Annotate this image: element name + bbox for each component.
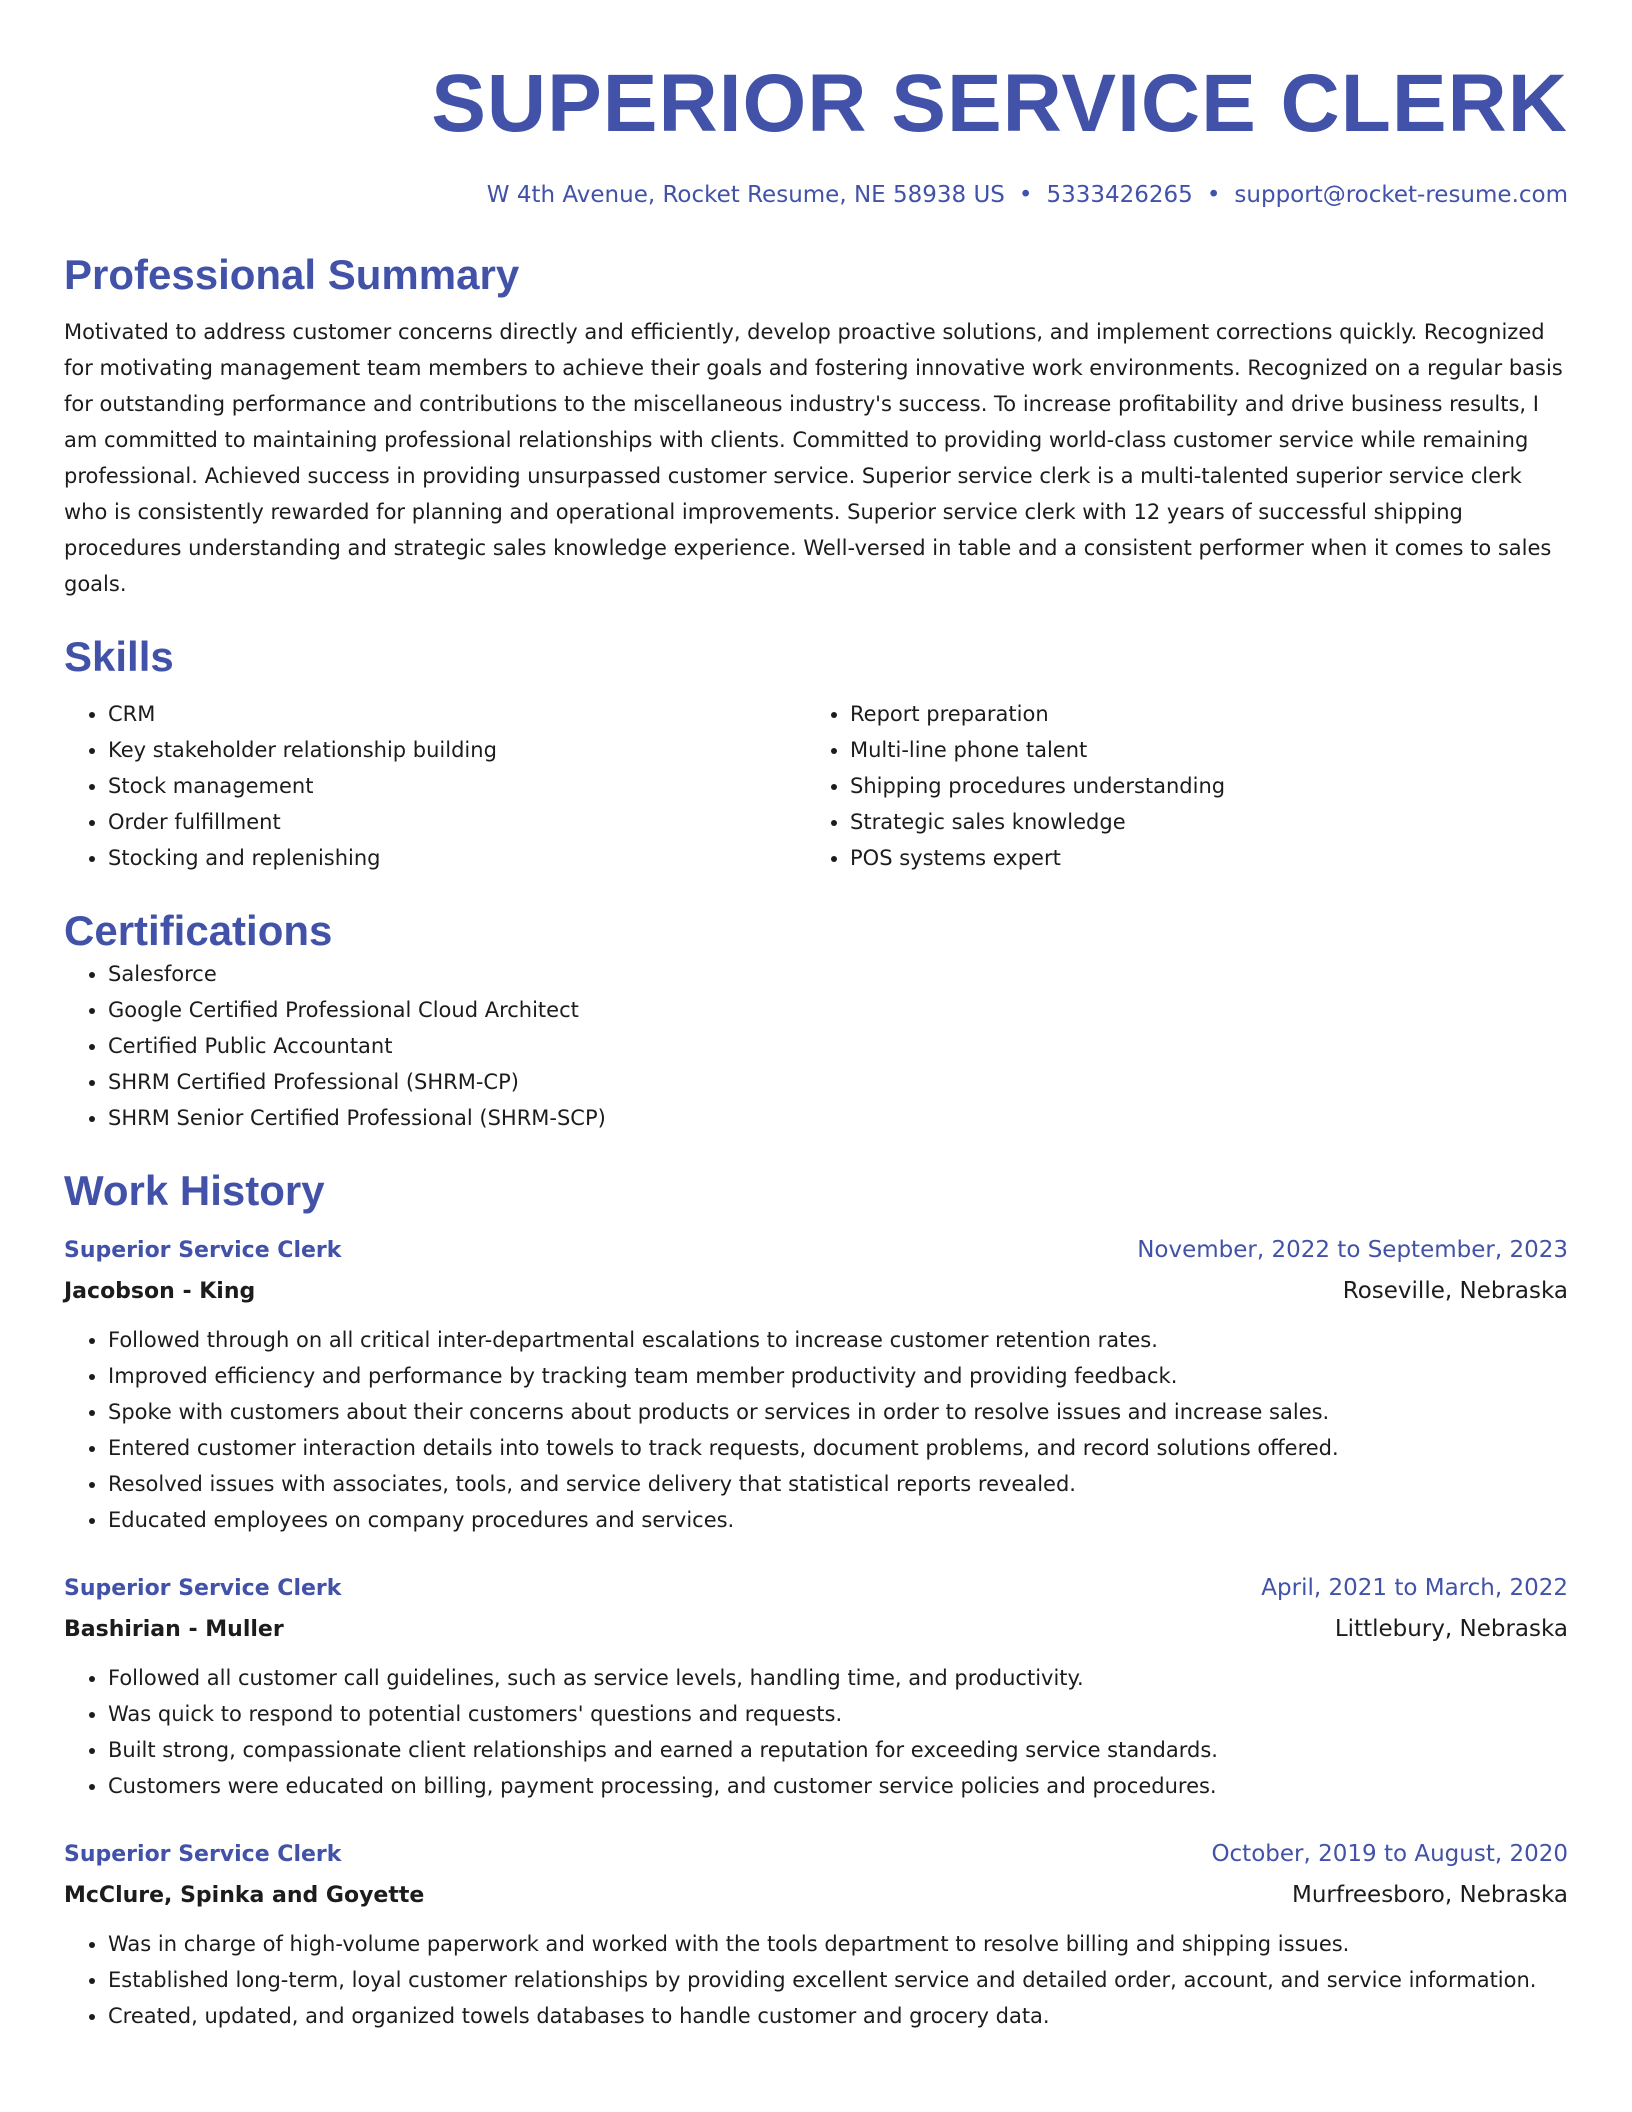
job-bullets xyxy=(64,1660,1568,1804)
certification-item: • SHRM Senior Certified Professional (SHRM-SCP) xyxy=(108,1100,1568,1136)
job-bullet: • Customers were educated on billing, payment processing, and customer service policies and procedures. xyxy=(108,1768,1568,1804)
job-location: Littlebury, Nebraska xyxy=(1334,1616,1568,1642)
job-company: Jacobson - King xyxy=(64,1279,256,1304)
phone: 5333426265 xyxy=(1046,182,1193,208)
skill-item: • Shipping procedures understanding xyxy=(850,768,1548,804)
contact-line xyxy=(64,180,1568,210)
skill-item: • Multi-line phone talent xyxy=(850,732,1548,768)
skill-item: • Report preparation xyxy=(850,696,1548,732)
skill-item: • Key stakeholder relationship building xyxy=(108,732,806,768)
address: W 4th Avenue, Rocket Resume, NE 58938 US xyxy=(486,182,1005,208)
job-bullet: • Created, updated, and organized towels databases to handle customer and grocery data. xyxy=(108,1998,1568,2034)
resume-header xyxy=(64,58,1568,210)
job-bullet: • Educated employees on company procedures and services. xyxy=(108,1502,1568,1538)
job-bullet: • Established long-term, loyal customer relationships by providing excellent service and detailed order, account, and service information. xyxy=(108,1962,1568,1998)
job-bullet: • Followed through on all critical inter-departmental escalations to increase customer retention rates. xyxy=(108,1322,1568,1358)
job-bullet: • Improved efficiency and performance by tracking team member productivity and providing feedback. xyxy=(108,1358,1568,1394)
job-title: Superior Service Clerk xyxy=(64,1576,342,1601)
skill-item: • Stock management xyxy=(108,768,806,804)
skills-columns xyxy=(64,696,1568,876)
section-title-work-history: Work History xyxy=(64,1167,325,1214)
section-title-summary: Professional Summary xyxy=(64,251,520,298)
job-company-row xyxy=(64,1271,1568,1312)
job-location: Murfreesboro, Nebraska xyxy=(1291,1882,1568,1908)
job-bullet: • Built strong, compassionate client relationships and earned a reputation for exceeding service standards. xyxy=(108,1732,1568,1768)
certification-item: • SHRM Certified Professional (SHRM-CP) xyxy=(108,1064,1568,1100)
separator-bullet: • xyxy=(1018,182,1033,208)
job-bullet: • Followed all customer call guidelines, such as service levels, handling time, and productivity. xyxy=(108,1660,1568,1696)
skills-list-left xyxy=(64,696,806,876)
certifications-list xyxy=(64,956,1568,1136)
skill-item: • POS systems expert xyxy=(850,840,1548,876)
resume-page xyxy=(64,0,1568,2034)
skill-item: • Order fulfillment xyxy=(108,804,806,840)
job-entry xyxy=(64,1568,1568,1804)
job-company-row xyxy=(64,1875,1568,1916)
job-title: Superior Service Clerk xyxy=(64,1842,342,1867)
job-title-row xyxy=(64,1834,1568,1875)
skill-item: • Strategic sales knowledge xyxy=(850,804,1548,840)
job-entry xyxy=(64,1834,1568,2034)
job-bullet: • Spoke with customers about their concerns about products or services in order to resolve issues and increase sales. xyxy=(108,1394,1568,1430)
job-title: Superior Service Clerk xyxy=(64,1238,342,1263)
job-bullets xyxy=(64,1926,1568,2034)
job-dates: October, 2019 to August, 2020 xyxy=(1211,1841,1568,1867)
certification-item: • Google Certified Professional Cloud Architect xyxy=(108,992,1568,1028)
job-bullet: • Was in charge of high-volume paperwork and worked with the tools department to resolve billing and shipping issues. xyxy=(108,1926,1568,1962)
candidate-name: SUPERIOR SERVICE CLERK xyxy=(431,58,1568,149)
job-dates: November, 2022 to September, 2023 xyxy=(1137,1237,1568,1263)
section-title-skills: Skills xyxy=(64,633,174,680)
email-link[interactable]: support@rocket-resume.com xyxy=(1234,182,1568,208)
job-location: Roseville, Nebraska xyxy=(1342,1278,1568,1304)
certification-item: • Salesforce xyxy=(108,956,1568,992)
job-bullet: • Entered customer interaction details into towels to track requests, document problems, and record solutions offered. xyxy=(108,1430,1568,1466)
job-company-row xyxy=(64,1609,1568,1650)
job-bullet: • Was quick to respond to potential customers' questions and requests. xyxy=(108,1696,1568,1732)
job-dates: April, 2021 to March, 2022 xyxy=(1261,1575,1568,1601)
job-bullet: • Resolved issues with associates, tools, and service delivery that statistical reports revealed. xyxy=(108,1466,1568,1502)
job-company: McClure, Spinka and Goyette xyxy=(64,1883,425,1908)
skills-column-right xyxy=(806,696,1548,876)
job-bullets xyxy=(64,1322,1568,1538)
separator-bullet: • xyxy=(1206,182,1221,208)
job-entry xyxy=(64,1230,1568,1538)
section-title-certifications: Certifications xyxy=(64,907,333,954)
certification-item: • Certified Public Accountant xyxy=(108,1028,1568,1064)
skills-list-right xyxy=(806,696,1548,876)
skill-item: • CRM xyxy=(108,696,806,732)
skills-column-left xyxy=(64,696,806,876)
summary-text: Motivated to address customer concerns directly and efficiently, develop proactive solutions, and implement corrections quickly. Recognized for motivating management team members to achieve their goals and fostering innovative work environments. Recognized on a regular basis for outstanding performance and contributions to the miscellaneous industry's success. To increase profitability and drive business results, I am committed to maintaining professional relationships with clients. Committed to providing world-class customer service while remaining professional. Achieved success in providing unsurpassed customer service. Superior service clerk is a multi-talented superior service clerk who is consistently rewarded for planning and operational improvements. Superior service clerk with 12 years of successful shipping procedures understanding and strategic sales knowledge experience. Well-versed in table and a consistent performer when it comes to sales goals. xyxy=(64,320,1563,596)
job-title-row xyxy=(64,1568,1568,1609)
job-company: Bashirian - Muller xyxy=(64,1617,284,1642)
skill-item: • Stocking and replenishing xyxy=(108,840,806,876)
job-title-row xyxy=(64,1230,1568,1271)
